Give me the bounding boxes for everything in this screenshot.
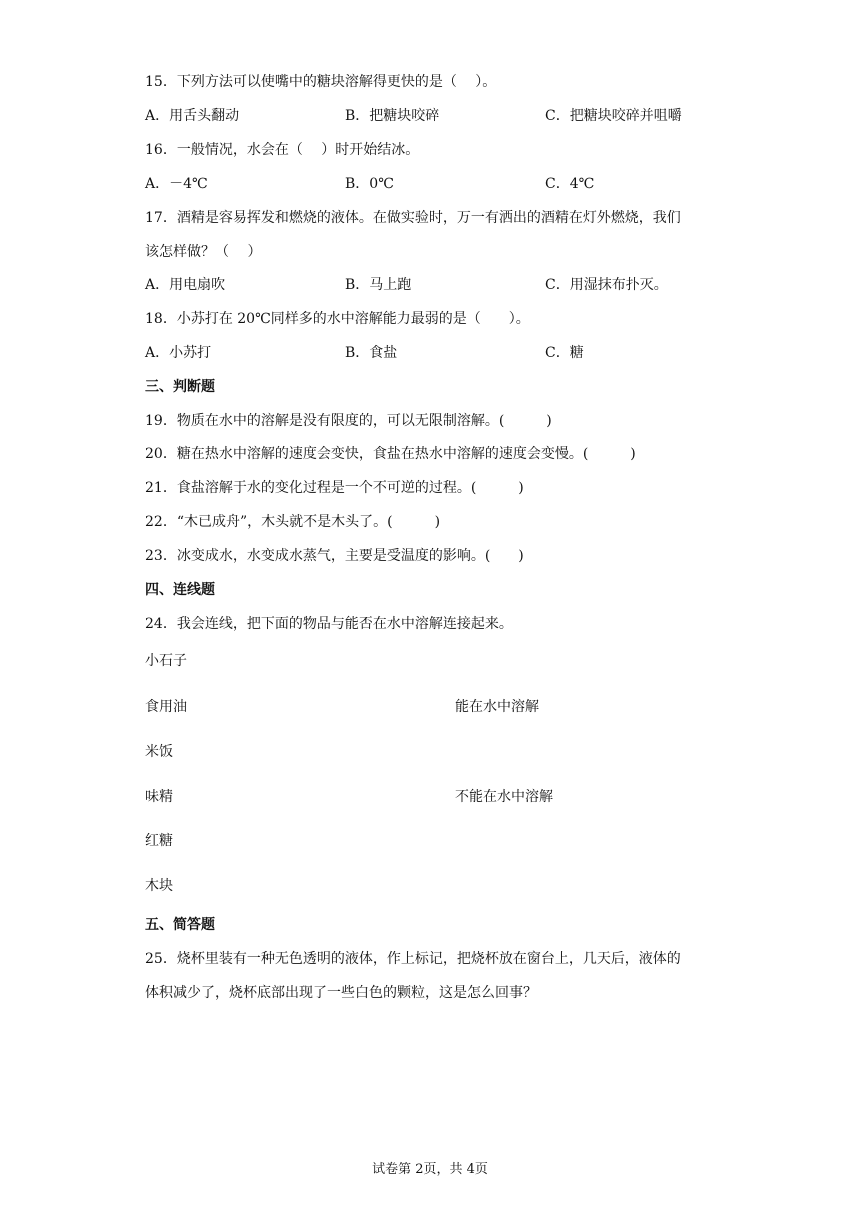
question-16-stem: 16．一般情况，水会在（ ）时开始结冰。 (145, 142, 420, 158)
match-left-item: 米饭 (145, 744, 173, 760)
question-25-line2: 体积减少了，烧杯底部出现了一些白色的颗粒，这是怎么回事？ (145, 985, 537, 1001)
question-17-option-a: A．用电扇吹 (145, 277, 226, 293)
match-left-item: 红糖 (145, 833, 173, 849)
question-19: 19．物质在水中的溶解是没有限度的，可以无限制溶解。( ) (145, 413, 552, 429)
question-15-stem: 15．下列方法可以使嘴中的糖块溶解得更快的是（ ）。 (145, 74, 497, 90)
match-left-item: 小石子 (145, 653, 187, 669)
question-22: 22．“木已成舟”，木头就不是木头了。( ) (145, 514, 441, 530)
match-right-item: 不能在水中溶解 (455, 789, 553, 805)
question-16-option-b: B．0℃ (345, 176, 394, 192)
match-left-item: 食用油 (145, 699, 187, 715)
question-18-option-a: A．小苏打 (145, 345, 212, 361)
question-20: 20．糖在热水中溶解的速度会变快，食盐在热水中溶解的速度会变慢。( ) (145, 446, 636, 462)
question-18-stem: 18．小苏打在 20℃同样多的水中溶解能力最弱的是（ ）。 (145, 311, 530, 327)
section-heading-short-answer: 五、简答题 (145, 917, 215, 933)
question-23: 23．冰变成水，水变成水蒸气，主要是受温度的影响。( ) (145, 548, 524, 564)
page-footer: 试卷第 2页，共 4页 (372, 1162, 488, 1177)
question-25-line1: 25．烧杯里装有一种无色透明的液体，作上标记，把烧杯放在窗台上，几天后，液体的 (145, 951, 681, 967)
question-15-option-a: A．用舌头翻动 (145, 108, 240, 124)
section-heading-matching: 四、连线题 (145, 582, 215, 598)
question-17-option-c: C．用湿抹布扑灭。 (545, 277, 668, 293)
question-15-option-b: B．把糖块咬碎 (345, 108, 440, 124)
question-18-option-c: C．糖 (545, 345, 584, 361)
question-17-option-b: B．马上跑 (345, 277, 412, 293)
question-18-option-b: B．食盐 (345, 345, 398, 361)
question-15-option-c: C．把糖块咬碎并咀嚼 (545, 108, 682, 124)
question-21: 21．食盐溶解于水的变化过程是一个不可逆的过程。( ) (145, 480, 524, 496)
question-16-option-c: C．4℃ (545, 176, 595, 192)
section-heading-judgment: 三、判断题 (145, 379, 215, 395)
match-left-item: 味精 (145, 789, 173, 805)
question-16-option-a: A．－4℃ (145, 176, 208, 192)
match-left-item: 木块 (145, 878, 173, 894)
question-17-stem-line2: 该怎样做？（ ） (145, 244, 262, 260)
question-17-stem-line1: 17．酒精是容易挥发和燃烧的液体。在做实验时，万一有洒出的酒精在灯外燃烧，我们 (145, 210, 681, 226)
question-24: 24．我会连线，把下面的物品与能否在水中溶解连接起来。 (145, 616, 513, 632)
match-right-item: 能在水中溶解 (455, 699, 539, 715)
